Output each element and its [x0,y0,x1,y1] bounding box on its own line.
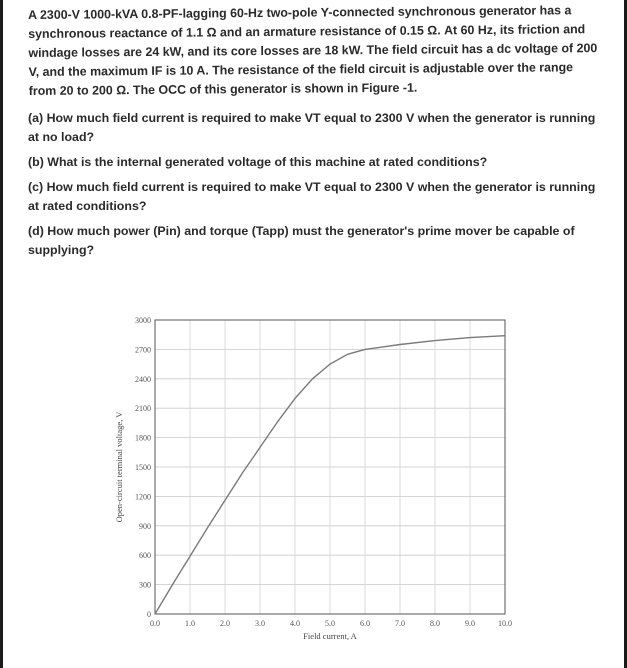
x-tick-label: 2.0 [220,619,230,628]
x-tick-label: 10.0 [498,619,512,628]
y-tick-label: 1800 [135,433,151,443]
x-tick-label: 8.0 [430,619,440,628]
x-tick-label: 5.0 [325,619,335,628]
left-border [0,0,3,668]
question-c: (c) How much field current is required to make VT equal to 2300 V when the generator is running at rated conditions? [28,180,596,213]
occ-chart-svg [110,312,530,657]
x-tick-label: 3.0 [255,619,265,628]
x-tick-label: 4.0 [290,619,300,628]
problem-statement [28,3,600,260]
question-a: (a) How much field current is required to make VT equal to 2300 V when the generator is running at no load? [28,111,596,144]
y-tick-label: 2400 [135,374,151,384]
y-tick-label: 2700 [135,345,151,355]
y-tick-label: 300 [139,580,151,590]
x-tick-label: 9.0 [465,619,475,628]
y-tick-label: 900 [139,521,151,531]
y-tick-label: 1200 [135,492,151,502]
x-tick-label: 1.0 [185,619,195,628]
y-axis-title: Open-circuit terminal voltage, V [114,411,124,523]
y-tick-label: 3000 [135,316,151,325]
problem-intro: A 2300-V 1000-kVA 0.8-PF-lagging 60-Hz two-pole Y-connected synchronous generator has a synchronous reactance of 1.1 Ω and an armature resistance of 0.15 Ω. At 60 Hz, its friction and windage losses are 24 kW, and its core losses are 18 kW. The field circuit has a dc voltage of 200 V, and the maximum IF is 10 A. The resistance of the field circuit is adjustable over the range from 20 to 200 Ω. The OCC of this generator is shown in Figure -1. [28,3,598,98]
x-axis-title: Field current, A [303,631,357,641]
x-tick-label: 6.0 [360,619,370,628]
y-tick-label: 2100 [135,404,151,414]
question-b: (b) What is the internal generated voltage of this machine at rated conditions? [28,155,488,169]
y-tick-label: 1500 [135,463,151,472]
y-tick-label: 0 [147,610,151,619]
x-tick-label: 7.0 [395,619,405,628]
y-tick-label: 600 [139,551,151,561]
question-d: (d) How much power (Pin) and torque (Tapp) must the generator's prime mover be capable of supplying? [28,224,575,257]
occ-chart [110,312,530,657]
x-tick-label: 0.0 [150,619,160,628]
